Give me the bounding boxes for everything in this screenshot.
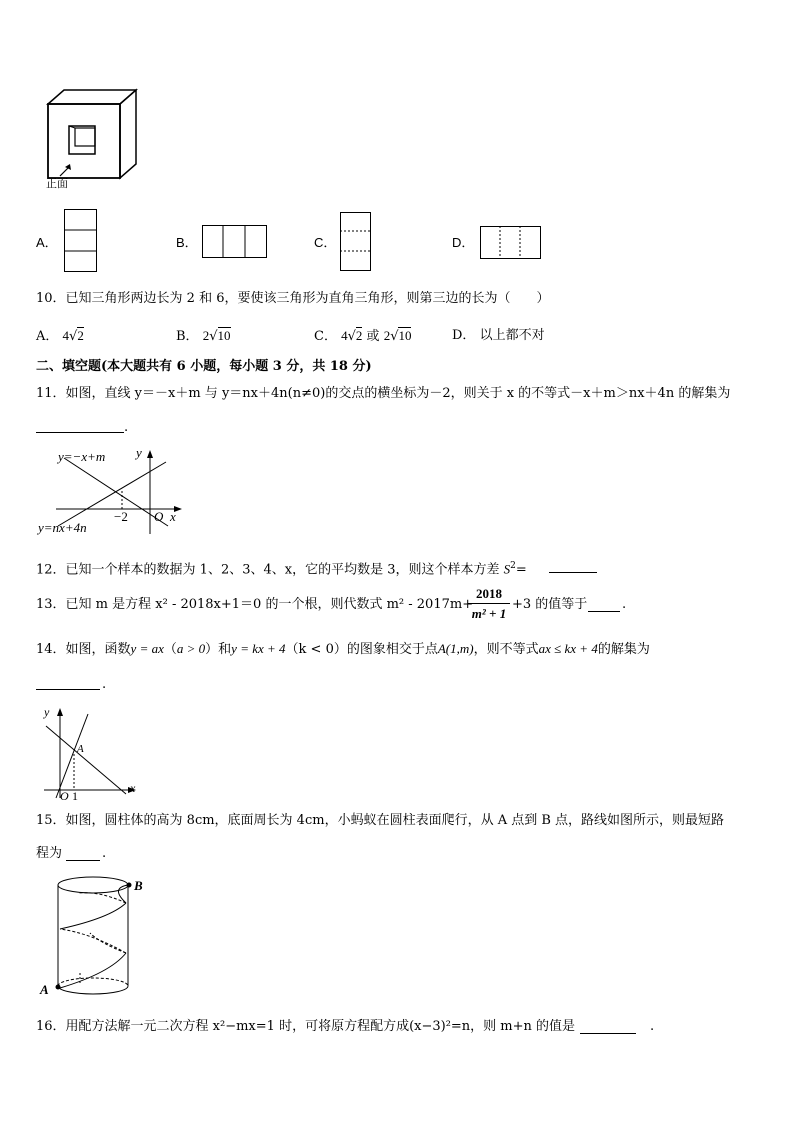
q10-option-c (314, 328, 411, 345)
front-label: 正面 (46, 177, 68, 190)
q10-option-c-coef2: 2 (383, 328, 391, 343)
q13-frac-bar (468, 603, 510, 604)
q16-answer-blank[interactable] (580, 1033, 636, 1034)
q9-option-b-label: B． (176, 235, 198, 250)
q15-label-b: B (134, 878, 143, 893)
q14-p2: （ (163, 642, 177, 657)
q16-stem: 16．用配方法解一元二次方程 x²−mx=1 时，可将原方程配方成(x−3)²=n，则 m+n 的值是 (36, 1019, 576, 1034)
q11-answer-blank[interactable] (36, 432, 124, 433)
q15-end: . (102, 846, 107, 861)
q9-option-d-label: D． (452, 235, 475, 250)
q11-line1-label: y=−x+m (58, 449, 106, 464)
q13-end: . (622, 597, 627, 612)
q14-p1: 14．如图，函数 (36, 642, 131, 657)
q14-f1: y = ax (130, 641, 164, 656)
q12-stem (36, 558, 527, 578)
q9-option-c-label: C． (314, 235, 337, 250)
q11-x-axis-label: x (170, 509, 176, 524)
q14-f2: y = kx + 4 (231, 641, 286, 656)
q14-origin-label: O (60, 789, 69, 803)
q10-option-d (452, 328, 545, 344)
q11-end: . (124, 420, 129, 435)
q10-option-b-coef: 2 (202, 328, 210, 343)
q15-line2: 程为 (36, 846, 63, 861)
q9-option-a-figure (64, 209, 98, 273)
q14-tick-label: 1 (72, 789, 78, 803)
section-2-title: 二、填空题(本大题共有 6 小题，每小题 3 分，共 18 分) (36, 359, 372, 374)
q14-stem (36, 641, 650, 658)
q12-var-symbol: S (503, 561, 511, 577)
q13-answer-blank[interactable] (588, 611, 620, 612)
q13-stem-after: +3 的值等于 (512, 597, 588, 612)
q13-frac-den: m² + 1 (471, 606, 507, 621)
q10-option-b-label: B． (176, 329, 199, 344)
q13-frac-num: 2018 (476, 586, 502, 601)
q12-text: 12．已知一个样本的数据为 1、2、3、4、x，它的平均数是 3，则这个样本方差 (36, 562, 500, 578)
q11-line2-label: y=nx+4n (38, 520, 87, 535)
q10-option-b (176, 328, 231, 345)
q15-line1: 15．如图，圆柱体的高为 8cm，底面周长为 4cm，小蚂蚁在圆柱表面爬行，从 A 点到 B 点，路线如图所示，则最短路 (36, 813, 725, 828)
q11-origin-label: O (154, 509, 164, 524)
q10-option-c-or: 或 (366, 329, 380, 344)
radical-icon: √ (69, 329, 78, 344)
q15-answer-blank[interactable] (66, 860, 100, 861)
q11-stem: 11．如图，直线 y＝－x＋m 与 y＝nx＋4n(n≠0)的交点的横坐标为－2，则关于 x 的不等式－x＋m＞nx＋4n 的解集为 (36, 386, 731, 401)
radical-icon: √ (209, 329, 218, 344)
q9-option-a-label: A． (36, 235, 58, 250)
q9-option-c-figure (340, 212, 372, 272)
q10-option-c-rad1: 2 (355, 328, 363, 343)
q14-point: A(1,m) (437, 641, 474, 656)
q14-x-axis-label: x (130, 781, 136, 795)
q14-answer-blank[interactable] (36, 689, 100, 690)
q14-end: . (102, 677, 107, 692)
q14-p6: 的解集为 (597, 642, 650, 657)
q14-ineq: ax ≤ kx + 4 (538, 641, 598, 656)
q12-answer-blank[interactable] (549, 572, 597, 573)
q12-sup: 2 (510, 561, 516, 571)
q10-option-c-rad2: 10 (398, 328, 412, 343)
q14-p5: ，则不等式 (473, 642, 539, 657)
q10-option-c-label: C． (314, 329, 337, 344)
q14-graph (40, 704, 144, 800)
q14-y-axis-label: y (44, 705, 50, 719)
q14-p4: （k < 0）的图象相交于点 (285, 642, 438, 657)
q10-option-d-label: D． (452, 328, 476, 343)
q10-option-a (36, 328, 84, 345)
q9-option-d-figure (480, 226, 542, 260)
q15-label-a: A (40, 982, 49, 997)
q12-equals: = (515, 562, 527, 578)
q9-option-b-figure (202, 225, 268, 259)
radical-icon: √ (390, 329, 399, 344)
radical-icon: √ (347, 329, 356, 344)
q10-option-b-rad: 10 (217, 328, 231, 343)
q10-option-c-coef1: 4 (341, 328, 348, 343)
q10-option-a-coef: 4 (62, 328, 70, 343)
q16-end: . (650, 1019, 655, 1034)
q11-x-tick-label: −2 (114, 509, 128, 524)
cube-figure (44, 88, 140, 188)
q10-option-a-rad: 2 (77, 328, 84, 343)
cylinder-figure (50, 873, 140, 999)
q13-stem-before: 13．已知 m 是方程 x² - 2018x+1＝0 的一个根，则代数式 m² - 2017m+ (36, 597, 474, 612)
q14-point-label: A (77, 743, 84, 755)
q14-c1: a > 0 (176, 641, 206, 656)
q10-option-d-text: 以上都不对 (479, 328, 545, 343)
q14-p3: ）和 (205, 642, 232, 657)
q10-stem: 10．已知三角形两边长为 2 和 6，要使该三角形为直角三角形，则第三边的长为（ ） (36, 291, 550, 306)
q11-y-axis-label: y (136, 445, 142, 460)
q10-option-a-label: A． (36, 329, 59, 344)
